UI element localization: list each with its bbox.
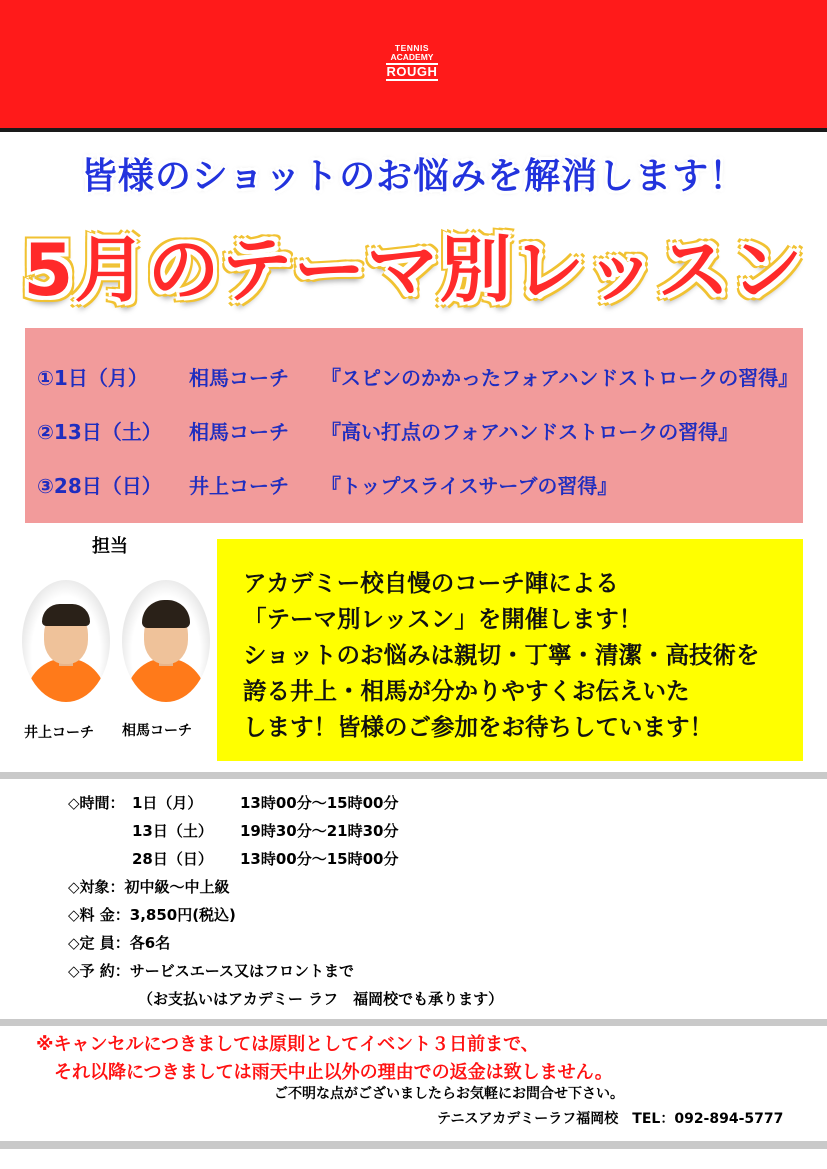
schedule-coach: 相馬コーチ <box>189 420 289 444</box>
tennis-academy-rough-logo <box>386 44 438 90</box>
schedule-coach: 井上コーチ <box>189 474 289 498</box>
divider-band <box>0 1141 827 1149</box>
cancel-notice-line1: ※キャンセルにつきましては原則としてイベント３日前まで、 <box>36 1034 539 1055</box>
schedule-date: ③28日（日） <box>37 474 162 498</box>
page-title: 5月のテーマ別レッスン <box>23 228 804 312</box>
promo-line: ショットのお悩みは親切・丁寧・清潔・高技術を <box>243 641 760 669</box>
coach-souma-photo <box>122 580 210 702</box>
time-range: 13時00分～15時00分 <box>240 794 399 812</box>
time-range: 13時00分～15時00分 <box>240 850 399 868</box>
schedule-row <box>37 362 798 391</box>
schedule-date: ②13日（土） <box>37 420 162 444</box>
schedule-coach: 相馬コーチ <box>189 366 289 390</box>
coach-inoue-caption: 井上コーチ <box>24 725 94 741</box>
schedule-box <box>25 328 803 523</box>
reservation: ◇予 約：サービスエース又はフロントまで <box>68 962 355 980</box>
logo-line2: ACADEMY <box>390 52 434 62</box>
schedule-row <box>37 416 738 445</box>
schedule-theme: 『高い打点のフォアハンドストロークの習得』 <box>321 420 739 444</box>
capacity: ◇定 員：各6名 <box>68 934 171 952</box>
divider-band <box>0 1019 827 1026</box>
divider-band <box>0 772 827 779</box>
schedule-date: ①1日（月） <box>37 366 148 390</box>
contact-info: テニスアカデミーラフ福岡校 TEL：092-894-5777 <box>437 1111 784 1127</box>
time-range: 19時30分～21時30分 <box>240 822 399 840</box>
promo-line: します！皆様のご参加をお待ちしています！ <box>243 713 713 741</box>
coaches-heading: 担当 <box>92 536 128 557</box>
payment-note: （お支払いはアカデミー ラフ 福岡校でも承ります） <box>138 990 504 1008</box>
schedule-theme: 『スピンのかかったフォアハンドストロークの習得』 <box>321 366 799 390</box>
time-day: 1日（月） <box>132 794 203 812</box>
cancel-notice-line2: それ以降につきましては雨天中止以外の理由での返金は致しません。 <box>54 1062 613 1083</box>
promo-line: 誇る井上・相馬が分かりやすくお伝えいた <box>243 677 690 705</box>
promo-text <box>243 565 760 745</box>
subtitle: 皆様のショットのお悩みを解消します！ <box>80 156 747 197</box>
fee: ◇料 金：3,850円(税込) <box>68 906 236 924</box>
logo-line3: ROUGH <box>386 64 438 79</box>
inquiry-note: ご不明な点がございましたらお気軽にお問合せ下さい。 <box>274 1086 624 1102</box>
schedule-theme: 『トップスライスサーブの習得』 <box>321 474 618 498</box>
promo-line: 「テーマ別レッスン」を開催します！ <box>243 605 643 633</box>
logo-line1: TENNIS <box>394 43 430 53</box>
target-level: ◇対象：初中級～中上級 <box>68 878 230 896</box>
header-divider <box>0 128 827 132</box>
time-day: 13日（土） <box>132 822 213 840</box>
coach-inoue-photo <box>22 580 110 702</box>
time-day: 28日（日） <box>132 850 213 868</box>
promo-line: アカデミー校自慢のコーチ陣による <box>243 569 619 597</box>
coach-souma-caption: 相馬コーチ <box>122 723 192 739</box>
schedule-row <box>37 470 617 499</box>
time-label: ◇時間： <box>68 794 125 812</box>
promo-box <box>217 539 803 761</box>
hair <box>42 604 90 626</box>
hair <box>142 600 190 628</box>
